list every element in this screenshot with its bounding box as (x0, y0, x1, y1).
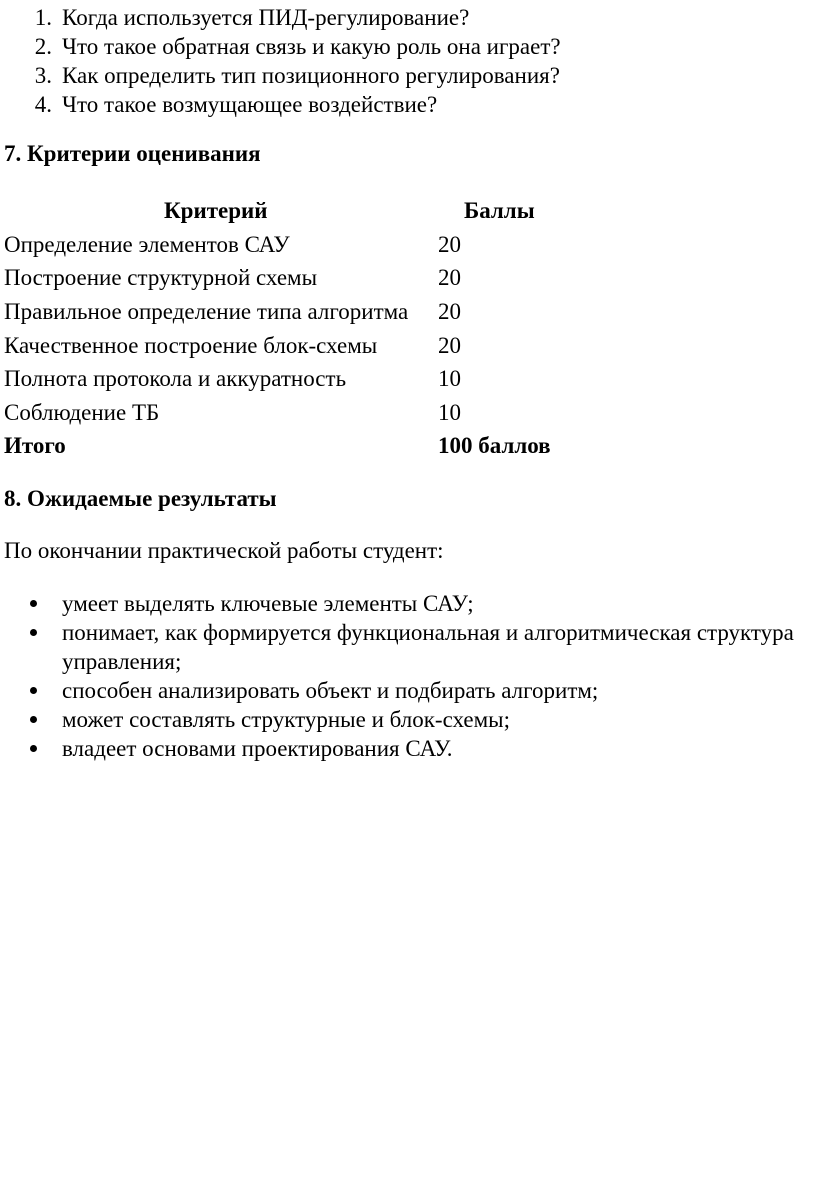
table-total-row (4, 429, 638, 463)
bullet-icon (30, 687, 37, 694)
list-number: 3. (34, 63, 52, 88)
bullet-text: владеет основами проектирования САУ. (62, 736, 453, 761)
table-row (4, 261, 638, 295)
results-intro: По окончании практической работы студент: (4, 538, 444, 563)
list-item (0, 589, 800, 618)
list-item (0, 90, 561, 119)
points-column-header: Баллы (464, 198, 535, 224)
criterion-column-header: Критерий (164, 198, 268, 224)
bullet-icon (30, 716, 37, 723)
criterion-cell: Соблюдение ТБ (4, 399, 160, 425)
question-text: Как определить тип позиционного регулирования? (62, 63, 560, 88)
section-8-heading: 8. Ожидаемые результаты (4, 486, 277, 511)
points-cell: 20 (438, 299, 461, 325)
expected-results-list (0, 589, 800, 763)
table-row (4, 295, 638, 329)
table-header-row (4, 194, 638, 228)
criteria-table (4, 194, 638, 463)
bullet-icon (30, 745, 37, 752)
question-text: Когда используется ПИД-регулирование? (62, 5, 470, 30)
section-7-heading: 7. Критерии оценивания (4, 141, 261, 166)
table-row (4, 362, 638, 396)
bullet-text: понимает, как формируется функциональная и алгоритмическая структура управления; (62, 620, 794, 674)
list-item (0, 618, 800, 676)
question-text: Что такое обратная связь и какую роль она играет? (62, 34, 561, 59)
bullet-text: может составлять структурные и блок-схемы; (62, 707, 511, 732)
bullet-icon (30, 600, 37, 607)
list-number: 4. (34, 92, 52, 117)
bullet-text: способен анализировать объект и подбирать алгоритм; (62, 678, 599, 703)
criterion-cell: Построение структурной схемы (4, 265, 318, 291)
table-row (4, 396, 638, 430)
bullet-icon (30, 629, 37, 636)
points-cell: 10 (438, 399, 461, 425)
bullet-text: умеет выделять ключевые элементы САУ; (62, 591, 474, 616)
list-number: 2. (34, 34, 52, 59)
question-text: Что такое возмущающее воздействие? (62, 92, 438, 117)
list-number: 1. (34, 5, 52, 30)
list-item (0, 61, 561, 90)
criterion-cell: Определение элементов САУ (4, 231, 290, 257)
list-item (0, 676, 800, 705)
criterion-cell: Полнота протокола и аккуратность (4, 366, 347, 392)
table-row (4, 328, 638, 362)
control-questions-list (0, 3, 561, 119)
table-row (4, 228, 638, 262)
points-cell: 10 (438, 366, 461, 392)
list-item (0, 734, 800, 763)
list-item (0, 32, 561, 61)
list-item (0, 705, 800, 734)
total-label: Итого (4, 433, 66, 459)
criterion-cell: Правильное определение типа алгоритма (4, 299, 409, 325)
points-cell: 20 (438, 332, 461, 358)
points-cell: 20 (438, 265, 461, 291)
list-item (0, 3, 561, 32)
points-cell: 20 (438, 231, 461, 257)
total-points: 100 баллов (438, 433, 551, 459)
criterion-cell: Качественное построение блок-схемы (4, 332, 378, 358)
